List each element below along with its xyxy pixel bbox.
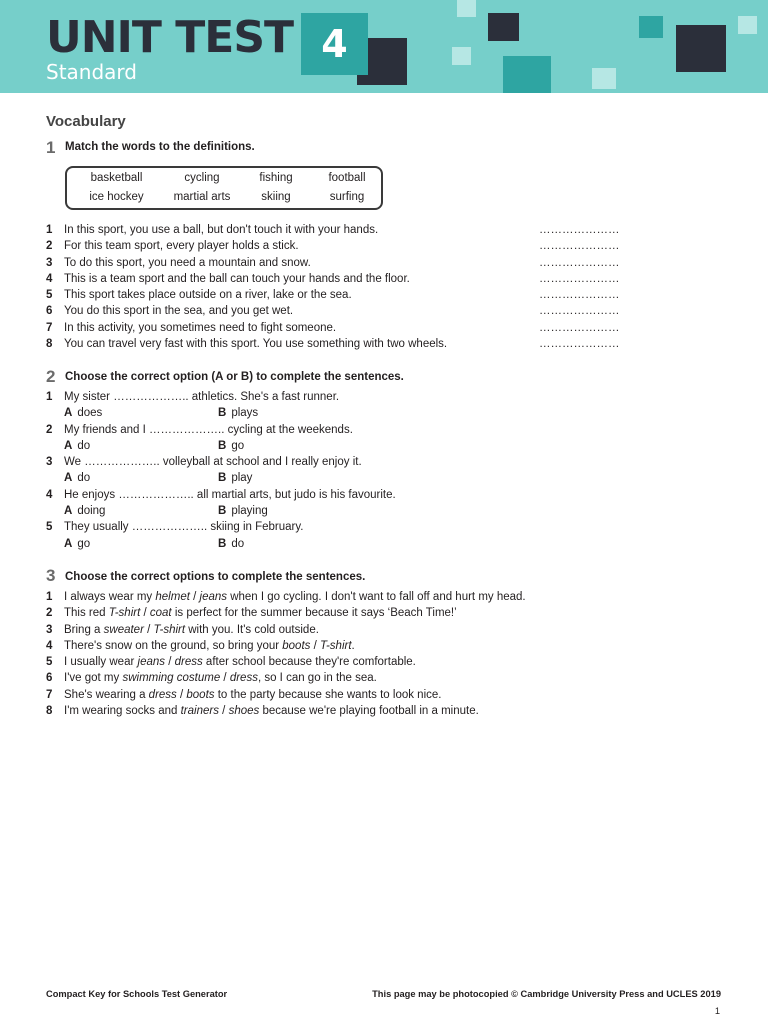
option-1[interactable]: helmet bbox=[155, 591, 190, 603]
option-b[interactable] bbox=[218, 405, 258, 421]
item-number: 8 bbox=[46, 705, 53, 718]
question-end: volleyball at school and I really enjoy it. bbox=[159, 456, 362, 469]
word-box-item: surfing bbox=[329, 191, 365, 203]
question-end: athletics. She's a fast runner. bbox=[188, 391, 340, 403]
option-a-text: go bbox=[77, 537, 91, 550]
item-text: You do this sport in the sea, and you get wet. bbox=[64, 305, 294, 318]
word-box-item: ice hockey bbox=[89, 191, 144, 203]
option-2[interactable]: jeans bbox=[199, 591, 228, 603]
sentence-start: This red bbox=[64, 607, 109, 620]
sentence-start: She's wearing a bbox=[64, 688, 149, 701]
question-end: skiing in February. bbox=[207, 521, 304, 534]
item-number: 8 bbox=[46, 338, 53, 351]
sentence-start: I'm wearing socks and bbox=[64, 705, 181, 718]
decorative-square bbox=[592, 68, 616, 89]
answer-blank[interactable]: ……………….. bbox=[131, 521, 208, 534]
item-number: 2 bbox=[46, 607, 53, 620]
option-b-label: B bbox=[218, 472, 227, 485]
question-start: He enjoys bbox=[64, 488, 119, 501]
option-b-text: plays bbox=[231, 407, 259, 420]
unit-test-title: UNIT TEST bbox=[46, 12, 294, 63]
footer-copyright: This page may be photocopied © Cambridge University Press and UCLES 2019 bbox=[372, 989, 721, 999]
item-number: 2 bbox=[46, 240, 53, 253]
option-separator: / bbox=[310, 639, 320, 652]
item-number: 1 bbox=[46, 591, 53, 603]
option-b[interactable] bbox=[218, 503, 268, 519]
exercise-1-number: 1 bbox=[46, 138, 56, 157]
decorative-square bbox=[639, 16, 663, 38]
item-text bbox=[64, 589, 526, 605]
item-number: 7 bbox=[46, 688, 53, 701]
question-text bbox=[64, 454, 362, 470]
question-start: My sister bbox=[64, 391, 114, 403]
answer-blank[interactable]: ……………….. bbox=[118, 488, 194, 501]
item-number: 3 bbox=[46, 456, 53, 469]
exercise-1-instruction: Match the words to the definitions. bbox=[65, 141, 255, 153]
answer-blank[interactable]: ………………… bbox=[539, 224, 620, 236]
item-text bbox=[64, 703, 479, 719]
option-1[interactable]: sweater bbox=[103, 623, 144, 636]
sentence-end: is perfect for the summer because it says ‘Beach Time!’ bbox=[171, 607, 457, 620]
exercise-3-number: 3 bbox=[46, 566, 56, 585]
option-separator: / bbox=[140, 607, 150, 620]
item-number: 6 bbox=[46, 305, 53, 318]
item-number: 5 bbox=[46, 289, 53, 302]
question-start: My friends and I bbox=[64, 423, 150, 436]
option-a[interactable] bbox=[64, 470, 90, 486]
answer-blank[interactable]: ………………… bbox=[539, 305, 620, 318]
decorative-square bbox=[457, 0, 476, 17]
option-a-text: doing bbox=[77, 505, 106, 518]
sentence-start: I've got my bbox=[64, 672, 123, 685]
option-2[interactable]: dress bbox=[174, 656, 203, 669]
option-1[interactable]: boots bbox=[282, 639, 311, 652]
option-a[interactable] bbox=[64, 536, 90, 552]
option-b-text: do bbox=[231, 537, 245, 550]
option-a-text: does bbox=[77, 407, 103, 420]
item-number: 5 bbox=[46, 521, 53, 534]
option-2[interactable]: coat bbox=[149, 607, 172, 620]
sentence-end: , so I can go in the sea. bbox=[257, 672, 377, 685]
option-a[interactable] bbox=[64, 405, 102, 421]
question-text bbox=[64, 422, 353, 438]
sentence-end: after school because they're comfortable. bbox=[202, 656, 416, 669]
sentence-start: Bring a bbox=[64, 623, 104, 636]
answer-blank[interactable]: ……………….. bbox=[84, 456, 160, 469]
question-text bbox=[64, 389, 339, 405]
option-b-label: B bbox=[218, 407, 227, 420]
option-2[interactable]: T-shirt bbox=[320, 639, 352, 652]
option-b-text: playing bbox=[231, 505, 268, 518]
item-number: 4 bbox=[46, 488, 53, 501]
item-text bbox=[64, 687, 441, 703]
sentence-end: with you. It's cold outside. bbox=[185, 623, 319, 636]
option-a-label: A bbox=[64, 439, 73, 452]
item-number: 1 bbox=[46, 391, 53, 403]
word-box-item: cycling bbox=[184, 172, 220, 184]
sentence-end: because we're playing football in a minute. bbox=[259, 705, 479, 718]
item-text bbox=[64, 622, 319, 638]
option-2[interactable]: T-shirt bbox=[153, 623, 186, 636]
sentence-end: when I go cycling. I don't want to fall off and hurt my head. bbox=[227, 591, 526, 603]
option-1[interactable]: dress bbox=[148, 688, 177, 701]
option-separator: / bbox=[143, 623, 154, 636]
word-box-item: football bbox=[328, 172, 366, 184]
exercise-3-instruction: Choose the correct options to complete the sentences. bbox=[65, 571, 366, 583]
decorative-square bbox=[503, 56, 551, 93]
word-box bbox=[65, 166, 383, 210]
decorative-square bbox=[676, 25, 726, 72]
option-a[interactable] bbox=[64, 503, 105, 519]
item-text: This sport takes place outside on a river, lake or the sea. bbox=[64, 289, 352, 302]
decorative-square bbox=[452, 47, 471, 65]
option-a[interactable] bbox=[64, 438, 90, 454]
decorative-square bbox=[488, 13, 519, 41]
option-separator: / bbox=[220, 672, 230, 685]
option-b-label: B bbox=[218, 537, 227, 550]
option-a-text: do bbox=[77, 439, 91, 452]
exercise-2-instruction: Choose the correct option (A or B) to complete the sentences. bbox=[65, 371, 404, 383]
answer-blank[interactable]: ……………….. bbox=[113, 391, 189, 403]
page-number: 1 bbox=[714, 1006, 720, 1016]
option-1[interactable]: trainers bbox=[180, 705, 219, 718]
option-2[interactable]: shoes bbox=[228, 705, 260, 718]
word-box-item: martial arts bbox=[173, 191, 231, 203]
item-number: 4 bbox=[46, 272, 53, 285]
sentence-end: to the party because she wants to look nice. bbox=[214, 688, 442, 701]
word-box-item: fishing bbox=[259, 172, 293, 184]
item-number: 6 bbox=[46, 672, 53, 685]
item-text bbox=[64, 638, 355, 654]
item-text bbox=[64, 605, 457, 621]
option-b-text: go bbox=[231, 439, 245, 452]
sentence-end: . bbox=[351, 639, 355, 652]
item-number: 4 bbox=[46, 639, 53, 652]
item-text: For this team sport, every player holds a stick. bbox=[64, 240, 299, 253]
item-text bbox=[64, 670, 377, 686]
option-b-label: B bbox=[218, 505, 227, 518]
option-separator: / bbox=[176, 688, 187, 701]
option-separator: / bbox=[165, 656, 175, 669]
option-a-label: A bbox=[64, 472, 73, 485]
answer-blank[interactable]: ………………… bbox=[539, 338, 620, 351]
option-b-label: B bbox=[218, 439, 227, 452]
answer-blank[interactable]: ………………… bbox=[539, 289, 620, 302]
answer-blank[interactable]: ………………… bbox=[539, 240, 620, 253]
item-number: 7 bbox=[46, 321, 53, 334]
word-box-item: basketball bbox=[90, 172, 143, 184]
item-number: 3 bbox=[46, 256, 53, 269]
item-number: 1 bbox=[46, 224, 53, 236]
question-text bbox=[64, 519, 303, 535]
question-start: They usually bbox=[64, 521, 132, 534]
sentence-start: I usually wear bbox=[64, 656, 138, 669]
item-text: You can travel very fast with this sport. You use something with two wheels. bbox=[64, 338, 448, 351]
answer-blank[interactable]: ………………… bbox=[539, 272, 620, 285]
option-a-label: A bbox=[64, 537, 73, 550]
question-end: cycling at the weekends. bbox=[224, 423, 353, 436]
option-2[interactable]: dress bbox=[229, 672, 258, 685]
answer-blank[interactable]: ………………… bbox=[539, 256, 620, 269]
item-text: To do this sport, you need a mountain and snow. bbox=[64, 256, 311, 269]
answer-blank[interactable]: ………………… bbox=[539, 321, 620, 334]
section-heading-vocabulary: Vocabulary bbox=[46, 113, 126, 130]
sentence-start: I always wear my bbox=[64, 591, 156, 603]
option-1[interactable]: jeans bbox=[137, 656, 166, 669]
item-text bbox=[64, 654, 416, 670]
option-b[interactable] bbox=[218, 470, 252, 486]
option-separator: / bbox=[218, 705, 229, 718]
decorative-square bbox=[738, 16, 757, 34]
question-end: all martial arts, but judo is his favourite. bbox=[193, 488, 396, 501]
option-1[interactable]: swimming costume bbox=[122, 672, 221, 685]
item-text: In this activity, you sometimes need to fight someone. bbox=[64, 321, 337, 334]
item-text: In this sport, you use a ball, but don't touch it with your hands. bbox=[64, 224, 379, 236]
unit-test-subtitle: Standard bbox=[46, 60, 137, 84]
footer-publication: Compact Key for Schools Test Generator bbox=[46, 989, 228, 999]
option-a-label: A bbox=[64, 505, 73, 518]
exercise-2-number: 2 bbox=[46, 367, 56, 386]
option-2[interactable]: boots bbox=[186, 688, 215, 701]
answer-blank[interactable]: ……………….. bbox=[149, 423, 225, 436]
option-b-text: play bbox=[231, 472, 253, 485]
item-number: 5 bbox=[46, 656, 53, 669]
header-banner bbox=[0, 0, 768, 93]
sentence-start: There's snow on the ground, so bring your bbox=[64, 639, 283, 652]
option-a-text: do bbox=[77, 472, 91, 485]
unit-number-badge: 4 bbox=[301, 13, 368, 75]
option-a-label: A bbox=[64, 407, 73, 420]
option-b[interactable] bbox=[218, 536, 244, 552]
item-number: 2 bbox=[46, 423, 53, 436]
option-separator: / bbox=[189, 591, 200, 603]
option-b[interactable] bbox=[218, 438, 244, 454]
word-box-item: skiing bbox=[261, 191, 291, 203]
question-start: We bbox=[64, 456, 85, 469]
item-text: This is a team sport and the ball can touch your hands and the floor. bbox=[64, 272, 410, 285]
item-number: 3 bbox=[46, 623, 53, 636]
question-text bbox=[64, 487, 396, 503]
option-1[interactable]: T-shirt bbox=[108, 607, 141, 620]
